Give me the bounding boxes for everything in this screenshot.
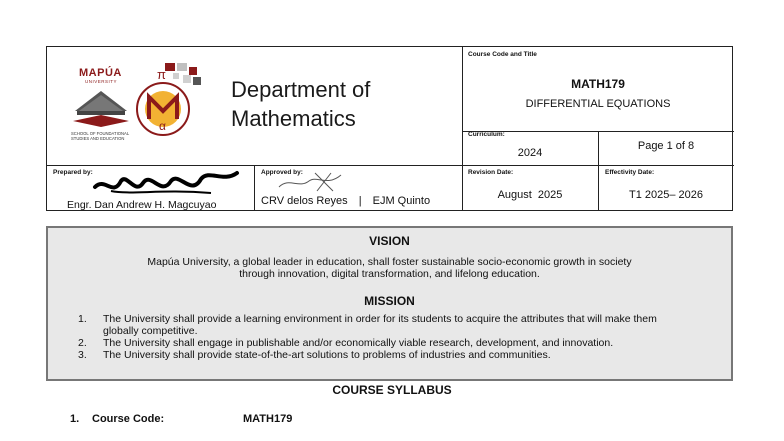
approval-signature-icon: [275, 171, 345, 193]
math-emblem: [133, 61, 209, 141]
divider: [462, 47, 463, 211]
page-indicator: Page 1 of 8: [637, 140, 695, 152]
approver-separator: |: [358, 195, 362, 207]
course-syllabus-title: COURSE SYLLABUS: [332, 383, 452, 397]
logo-university-text: UNIVERSITY: [85, 79, 118, 84]
vision-title: VISION: [369, 234, 410, 248]
department-title: [231, 75, 370, 133]
emblem-icon: [133, 61, 213, 143]
logo-school-text: SCHOOL OF FOUNDATIONAL STUDIES AND EDUCATION: [71, 131, 130, 141]
course-title: DIFFERENTIAL EQUATIONS: [525, 98, 671, 110]
mission-item-text: The University shall provide state-of-the-art solutions to problems of industries and communities.: [103, 349, 551, 361]
mission-title: MISSION: [364, 294, 415, 308]
vision-mission-box: [46, 226, 733, 381]
logo-mapua-text: MAPÚA: [79, 67, 122, 79]
department-line2: Mathematics: [231, 106, 356, 131]
divider: [47, 165, 734, 166]
vision-line-1: Mapúa University, a global leader in education, shall foster sustainable socio-economic growth in society: [147, 256, 632, 268]
course-code: MATH179: [571, 77, 625, 91]
course-code-title-label: Course Code and Title: [468, 51, 537, 58]
effectivity-date-label: Effectivity Date:: [605, 169, 655, 176]
approver-name-2: EJM Quinto: [372, 195, 431, 207]
syllabus-item-number: 1.: [70, 413, 80, 425]
prepared-by-label: Prepared by:: [53, 169, 93, 176]
mission-item-line: The University shall provide a learning environment in order for its students to acquire the attributes that will make them: [103, 313, 657, 325]
course-code-label: Course Code:: [92, 413, 165, 425]
mission-item-text: [103, 314, 713, 337]
vision-line-2: through innovation, digital transformation, and lifelong education.: [239, 268, 540, 280]
department-line1: Department of: [231, 77, 371, 102]
mission-item-number: 1.: [78, 313, 87, 325]
approved-by-names: [261, 195, 430, 207]
revision-date: August 2025: [497, 189, 563, 201]
alpha-symbol: α: [159, 119, 166, 133]
curriculum-label: Curriculum:: [468, 131, 505, 138]
curriculum-value: 2024: [517, 147, 543, 159]
effectivity-date: T1 2025– 2026: [628, 189, 703, 201]
revision-date-label: Revision Date:: [468, 169, 514, 176]
header-table: [46, 46, 733, 211]
divider: [254, 165, 255, 211]
approver-name-1: CRV delos Reyes: [261, 195, 348, 207]
mission-item-text: The University shall engage in publishable and/or economically viable research, development, and innovation.: [103, 337, 614, 349]
building-icon: [71, 85, 131, 127]
mission-item-number: 2.: [78, 337, 87, 349]
approved-by-label: Approved by:: [261, 169, 303, 176]
prepared-by-name: Engr. Dan Andrew H. Magcuyao: [67, 199, 217, 211]
course-code-value: MATH179: [243, 413, 293, 425]
mission-item-line: globally competitive.: [103, 324, 198, 337]
mission-item-number: 3.: [78, 349, 87, 361]
pi-symbol: π: [157, 67, 166, 82]
